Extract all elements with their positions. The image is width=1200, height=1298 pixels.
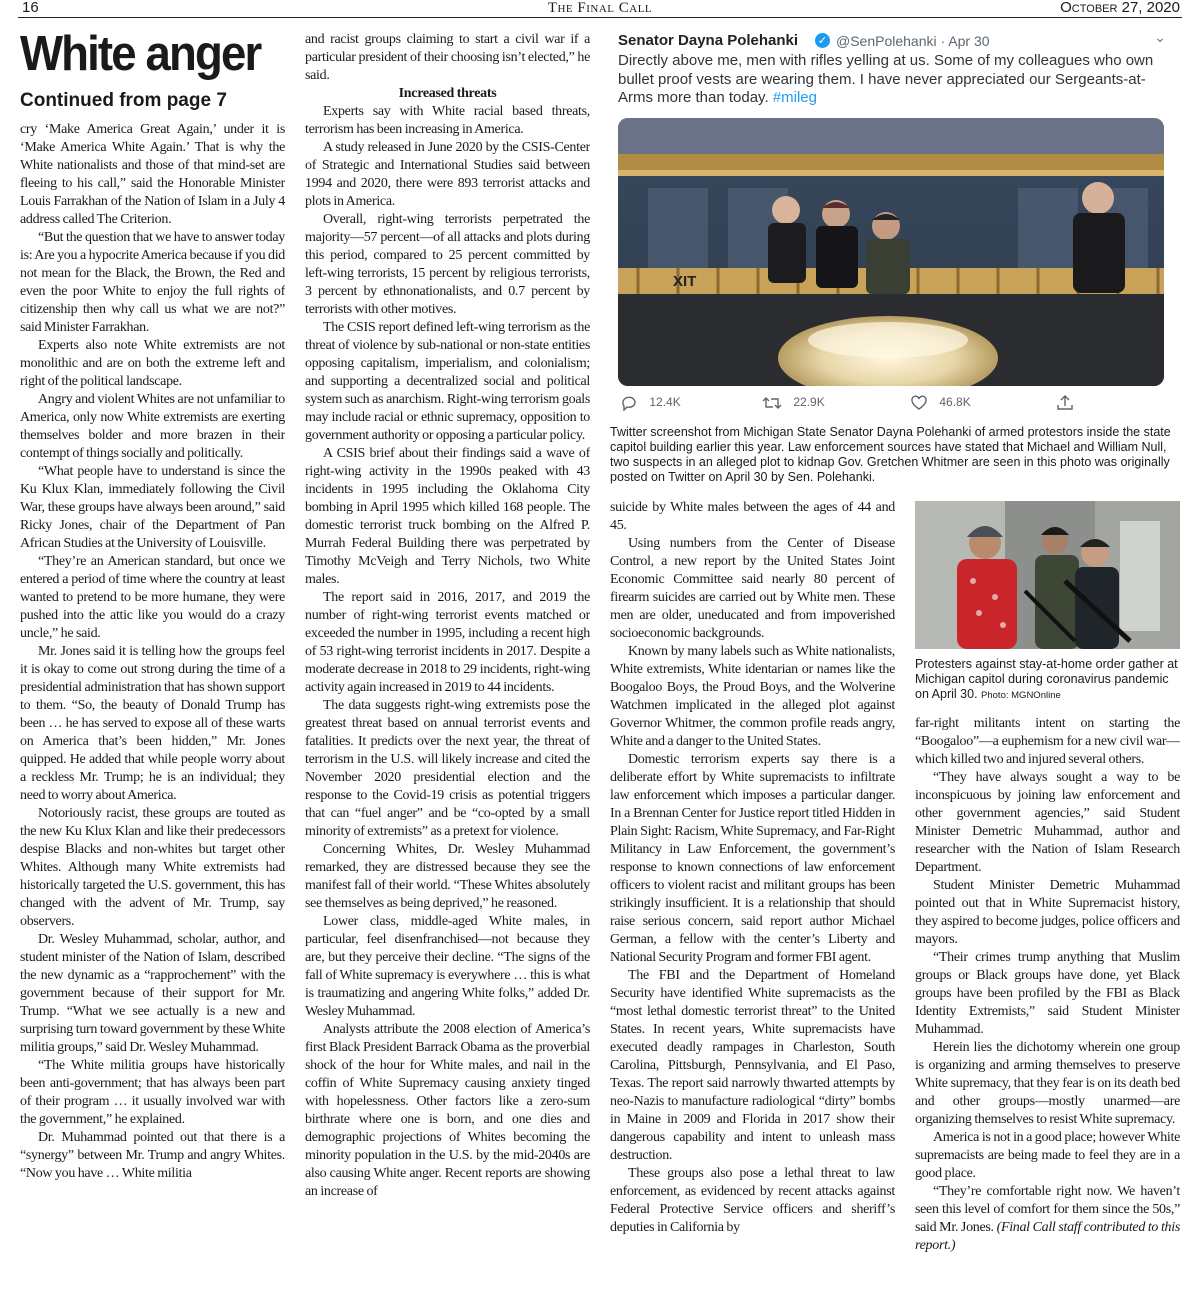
tweet-author: Senator Dayna Polehanki [618, 32, 799, 49]
protesters-caption-text: Protesters against stay-at-home order gather at Michigan capitol during coronavirus pandemic on April 30. [915, 657, 1178, 701]
continued-from-label: Continued from page 7 [20, 90, 227, 111]
tweet-text [618, 52, 1168, 108]
closing-paragraph [915, 1183, 1180, 1255]
article-paragraph: Analysts attribute the 2008 election of America’s first Black President Barrack Obama as the proverbial shock of the hour for White males, and nail in the coffin of White Supremacy causing anxiety tinged with hopelessness. Other factors like a zero-sum birthrate where one is born, and one dies and demographic projections of Whites becoming the minority population in the U.S. by the mid-2040s are also causing White anger. Recent reports are showing an increase of [305, 1022, 590, 1199]
article-paragraph: A study released in June 2020 by the CSIS-Center of Strategic and International Studies said between 1994 and 2020, there were 893 terrorist attacks and plots in America. [305, 140, 590, 209]
protesters-photo-image [915, 501, 1180, 649]
closing-quote: “They’re comfortable right now. We haven’t seen this level of comfort for them since the 50s,” said Mr. Jones. [915, 1184, 1180, 1235]
article-paragraph: The CSIS report defined left-wing terrorism as the threat of violence by sub-national or non-state entities opposing capitalism, imperialism, and colonialism; and supporting a decentralized social and political system such as anarchism. Right-wing terrorism goals may include racial or ethnic supremacy, opposition to government authority or opposing a particular policy. [305, 320, 590, 443]
article-paragraph: “The White militia groups have historically been anti-government; that has always been part of their program … it usually involved war with the government,” he explained. [20, 1058, 285, 1127]
column-4-body [915, 715, 1180, 1183]
protesters-photo-caption [915, 657, 1180, 703]
section-heading: Increased threats [398, 86, 497, 101]
like-action[interactable] [910, 395, 971, 413]
capitol-gallery-photo [618, 118, 1164, 386]
like-count: 46.8K [939, 395, 971, 410]
tweet-body: Directly above me, men with rifles yelling at us. Some of my colleagues who own bullet proof vests are wearing them. I have never appreciated our Sergeants-at-Arms more than today. [618, 52, 1154, 106]
article-paragraph: Dr. Wesley Muhammad, scholar, author, and student minister of the Nation of Islam, described the new dynamic as a “rapprochement” with the government because of their support for Mr. Trump. “What we see actually is a new and surprising turn toward government by these White militia groups,” said Dr. Wesley Muhammad. [20, 932, 285, 1055]
share-action[interactable] [1056, 395, 1074, 413]
article-column-3 [610, 499, 895, 1297]
article-paragraph: Notoriously racist, these groups are touted as the new Ku Klux Klan and like their predecessors despise Blacks and non-whites but target other Whites. Although many White extremists had historically targeted the U.S. government, this has changed with the advent of Mr. Trump, say observers. [20, 806, 285, 929]
article-paragraph: Overall, right-wing terrorists perpetrated the majority—57 percent—of all attacks and plots during this period, compared to 25 percent committed by left-wing terrorists, 15 percent by religious terrorists, 3 percent by ethnonationalists, and 0.7 percent by terrorists with other motives. [305, 212, 590, 317]
page-number: 16 [22, 0, 39, 16]
article-column-2 [305, 31, 590, 1297]
tweet-photo [618, 118, 1164, 386]
article-paragraph: Using numbers from the Center of Disease Control, a new report by the United States Joint Economic Committee said nearly 80 percent of firearm suicides are carried out by White men. These men are older, uneducated and from impoverished socioeconomic backgrounds. [610, 536, 895, 641]
article-paragraph: Experts also note White extremists are not monolithic and are on both the extreme left and right of the political landscape. [20, 338, 285, 389]
article-paragraph: Experts say with White racial based threats, terrorism has been increasing in America. [305, 104, 590, 137]
staff-note: (Final Call staff contributed to this report.) [915, 1220, 1180, 1253]
article-paragraph: Dr. Muhammad pointed out that there is a “synergy” between Mr. Trump and angry Whites. “Now you have … White militia [20, 1130, 285, 1181]
reply-action[interactable] [620, 395, 681, 413]
tweet-hashtag: #mileg [772, 89, 817, 106]
article-paragraph: cry ‘Make America Great Again,’ under it is ‘Make America White Again.’ That is why the White nationalists and those of that mind-set are fleeing to his call,” said the Honorable Minister Louis Farrakhan of the Nation of Islam in a July 4 address called The Criterion. [20, 122, 285, 227]
article-paragraph: Known by many labels such as White nationalists, White extremists, White identarian or names like the Boogaloo Boys, the Proud Boys, and the Wolverine Watchmen implicated in the alleged plot against Governor Whitmer, the common profile reads angry, White and a danger to the United States. [610, 644, 895, 749]
tweet-card [604, 28, 1176, 418]
article-paragraph: and racist groups claiming to start a civil war if a particular president of their choosing isn’t elected,” he said. [305, 32, 590, 83]
article-paragraph: “But the question that we have to answer today is: Are you a hypocrite America because if you did not mean for the Black, the Brown, the Red and even the poor White to enjoy the full rights of citizenship then why call us what we are not?” said Minister Farrakhan. [20, 230, 285, 335]
publication-name: The Final Call [547, 0, 653, 16]
article-paragraph: “They’re an American standard, but once we entered a period of time where the country at least wanted to pretend to be more humane, they were pushed into the attic like you would do a crazy uncle,” he said. [20, 554, 285, 641]
article-column-1 [20, 121, 285, 1297]
retweet-action[interactable] [762, 395, 825, 413]
article-paragraph: These groups also pose a lethal threat to law enforcement, as evidenced by recent attacks against Federal Protective Service officers and sheriff’s deputies in California by [610, 1166, 895, 1235]
article-paragraph: The data suggests right-wing extremists pose the greatest threat based on annual terrorist events and fatalities. It predicts over the next year, the threat of terrorism in the U.S. will likely increase and cited the November 2020 presidential election and the response to the Covid-19 crisis as potential triggers that can “fuel anger” and be “co-opted by a small minority of extremists” as a pretext for violence. [305, 698, 590, 839]
reply-icon [620, 395, 638, 411]
column-2-intro [305, 31, 590, 85]
retweet-icon [762, 395, 782, 411]
column-2-body [305, 103, 590, 1201]
article-paragraph: The report said in 2016, 2017, and 2019 the number of right-wing terrorist events matched or exceeded the number in 1995, including a recent high of 53 right-wing terrorist incidents in 2017. Despite a moderate decrease in 2018 to 29 incidents, right-wing activity again increased in 2019 to 44 incidents. [305, 590, 590, 695]
header-rule [18, 17, 1182, 18]
article-paragraph: Concerning Whites, Dr. Wesley Muhammad remarked, they are distressed because they see the manifest fall of their world. “These Whites absolutely see themselves as being deprived,” he reasoned. [305, 842, 590, 911]
issue-date: October 27, 2020 [1060, 0, 1180, 16]
verified-badge-icon: ✓ [815, 33, 830, 48]
chevron-down-icon: ⌄ [1154, 30, 1166, 46]
article-paragraph: Lower class, middle-aged White males, in particular, feel disenfranchised—not because they are, but they perceive their decline. “The signs of the fall of White supremacy is everywhere … this is what is traumatizing and angering White folks,” added Dr. Wesley Muhammad. [305, 914, 590, 1019]
reply-count: 12.4K [649, 395, 681, 410]
article-paragraph: Mr. Jones said it is telling how the groups feel it is okay to come out strong during the time of a presidential administration that has shown support to them. “So, the beauty of Donald Trump has been … he has served to expose all of these warts on America that’s been hidden,” Mr. Jones quipped. He added that while people worry about a reckless Mr. Trump; he is an individual; they need to worry about America. [20, 644, 285, 803]
article-paragraph: The FBI and the Department of Homeland Security have identified White supremacists as the “most lethal domestic terrorist threat” to the United States. In recent years, White supremacists have executed deadly rampages in Charleston, South Carolina, Pittsburgh, Pennsylvania, and El Paso, Texas. The report said narrowly thwarted attempts by neo-Nazis to manufacture radiological “dirty” bombs in Maine in 2009 and Florida in 2017 show their dangerous capability and intent to unleash mass destruction. [610, 968, 895, 1163]
article-paragraph: A CSIS brief about their findings said a wave of right-wing activity in the 1990s peaked with 43 incidents in 1995 including the Oklahoma City bombing in April 1995 which killed 168 people. The domestic terrorist truck bombing on the Alfred P. Murrah Federal Building there was perpetrated by Timothy McVeigh and Terry Nichols, two White males. [305, 446, 590, 587]
headline: White anger [20, 27, 261, 81]
tweet-photo-caption: Twitter screenshot from Michigan State Senator Dayna Polehanki of armed protestors inside the state capitol building earlier this year. Law enforcement sources have stated that Michael and William Null, two suspects in an alleged plot to kidnap Gov. Gretchen Whitmer are seen in this photo was originally posted on Twitter on April 30 by Sen. Polehanki. [610, 425, 1171, 484]
share-icon [1056, 395, 1074, 411]
article-column-4 [915, 715, 1180, 1297]
heart-icon [910, 395, 928, 411]
retweet-count: 22.9K [793, 395, 825, 410]
protesters-photo [915, 501, 1180, 649]
article-paragraph: “They have always sought a way to be inconspicuous by joining law enforcement and other government agencies,” said Student Minister Demetric Muhammad, author and researcher with the Nation of Islam Research Department. [915, 770, 1180, 875]
photo-credit: Photo: MGNOnline [981, 690, 1061, 701]
tweet-handle: @SenPolehanki · Apr 30 [836, 33, 990, 49]
exit-sign: XIT [673, 273, 697, 290]
article-paragraph: America is not in a good place; however White supremacists are being made to feel they are in a good place. [915, 1130, 1180, 1181]
article-paragraph: far-right militants intent on starting the “Boogaloo”—a euphemism for a new civil war—which killed two and injured several others. [915, 716, 1180, 767]
article-paragraph: Angry and violent Whites are not unfamiliar to America, only now White extremists are exerting themselves bolder and more brazen in their contempt of things socially and politically. [20, 392, 285, 461]
article-paragraph: “What people have to understand is since the Ku Klux Klan, immediately following the Civil War, these groups have always been around,” said Ricky Jones, chair of the Department of Pan African Studies at the University of Louisville. [20, 464, 285, 551]
article-paragraph: Domestic terrorism experts say there is a deliberate effort by White supremacists to infiltrate law enforcement which imposes a particular danger. In a Brennan Center for Justice report titled Hidden in Plain Sight: Racism, White Supremacy, and Far-Right Militancy in Law Enforcement, the government’s response to known connections of law enforcement officers to violent racist and militant groups has been strikingly insufficient. It is a relationship that should raise serious concern, said report author Michael German, a fellow with the center’s Liberty and National Security Program and former FBI agent. [610, 752, 895, 965]
article-paragraph: suicide by White males between the ages of 44 and 45. [610, 500, 895, 533]
article-paragraph: “Their crimes trump anything that Muslim groups or Black groups have done, yet Black groups have been profiled by the FBI as Black Identity Extremists,” said Student Minister Muhammad. [915, 950, 1180, 1037]
article-paragraph: Herein lies the dichotomy wherein one group is organizing and arming themselves to preserve White supremacy, that they fear is on its death bed and other groups—mostly unarmed—are organizing themselves to resist White supremacy. [915, 1040, 1180, 1127]
article-paragraph: Student Minister Demetric Muhammad pointed out that in White Supremacist history, they aspired to become judges, police officers and mayors. [915, 878, 1180, 947]
